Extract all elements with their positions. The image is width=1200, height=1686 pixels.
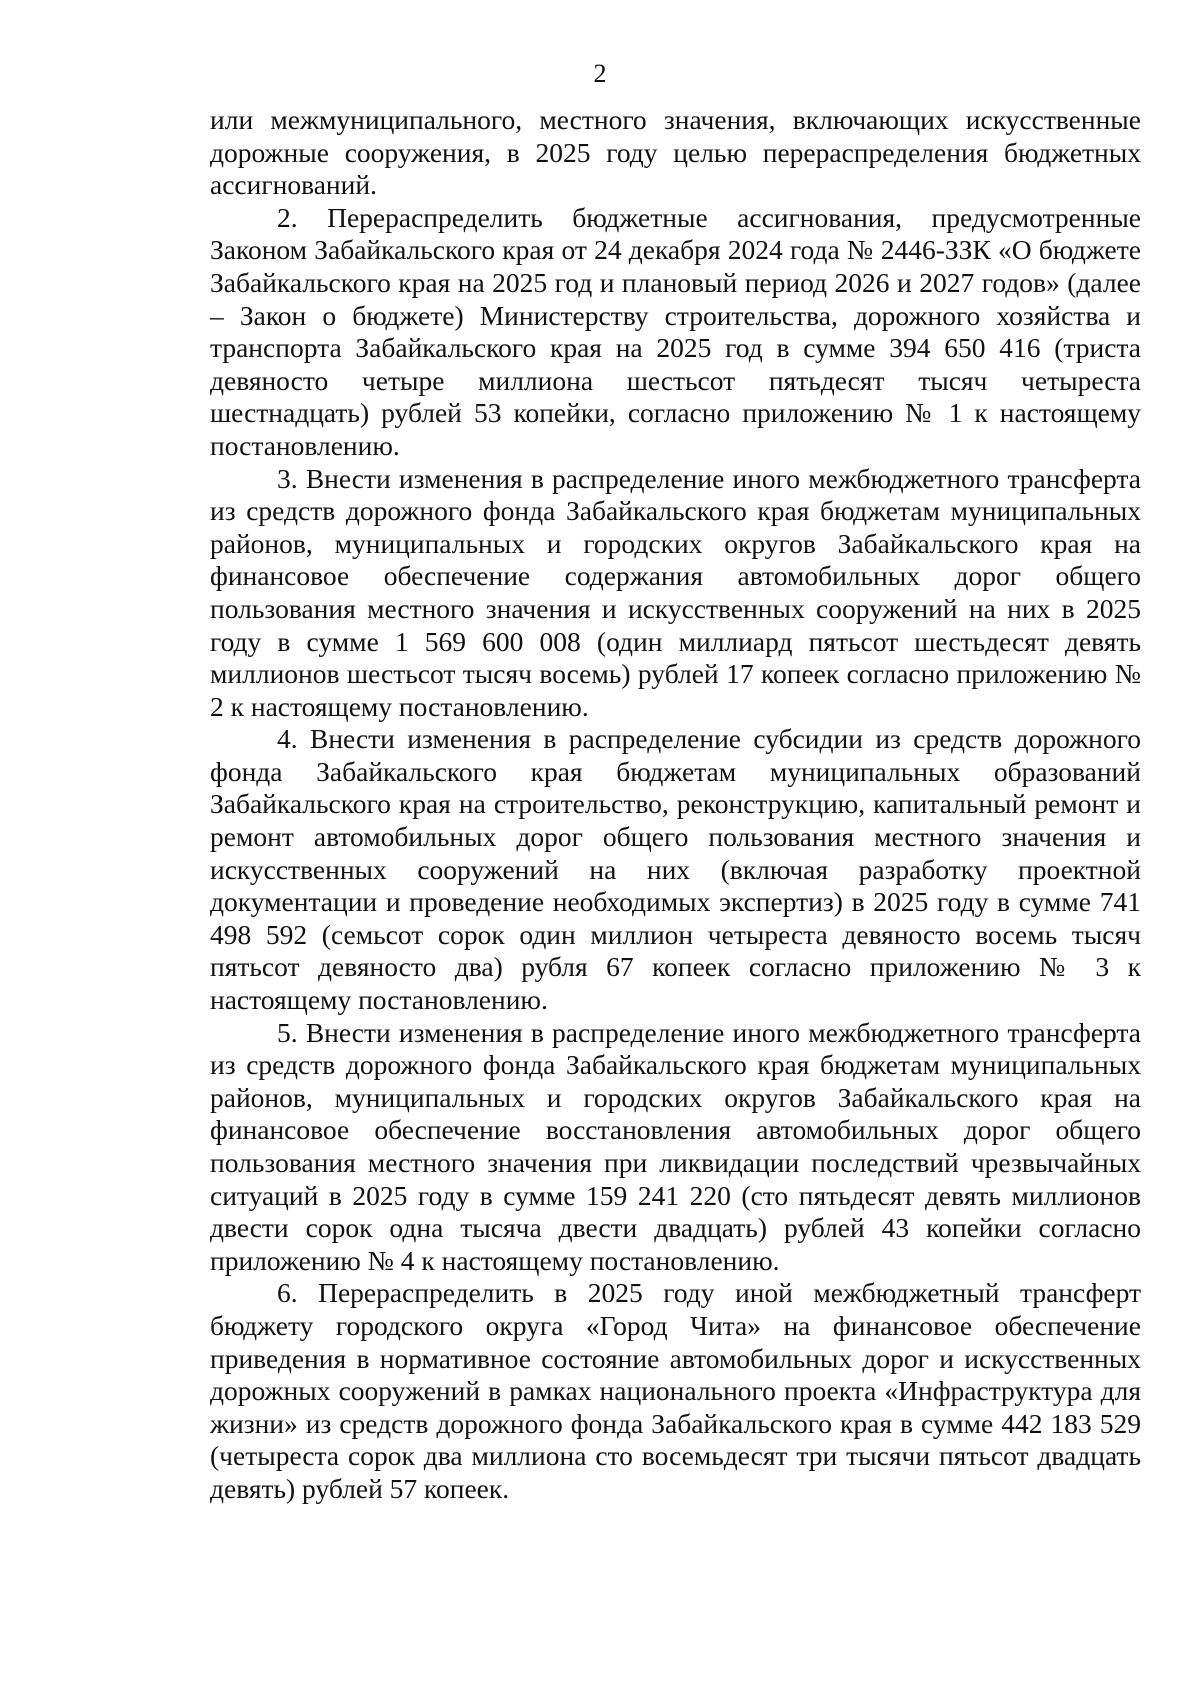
paragraph-item-6: 6. Перераспределить в 2025 году иной межбюджетный трансферт бюджету городского округа «Город Чита» на финансовое обеспечение приведения в нормативное состояние автомобильных дорог и искусственных дорожных сооружений в рамках национального проекта «Инфраструктура для жизни» из средств дорожного фонда Забайкальского края в сумме 442 183 529 (четыреста сорок два миллиона сто восемьдесят три тысячи пятьсот двадцать девять) рублей 57 копеек. [210, 1277, 1141, 1504]
paragraph-item-5: 5. Внести изменения в распределение иного межбюджетного трансферта из средств дорожного фонда Забайкальского края бюджетам муниципальных районов, муниципальных и городских округов Забайкальского края на финансовое обеспечение восстановления автомобильных дорог общего пользования местного значения при ликвидации последствий чрезвычайных ситуаций в 2025 году в сумме 159 241 220 (сто пятьдесят девять миллионов двести сорок одна тысяча двести двадцать) рублей 43 копейки согласно приложению № 4 к настоящему постановлению. [210, 1016, 1141, 1276]
paragraph-continuation: или межмуниципального, местного значения, включающих искусственные дорожные сооружения, в 2025 году целью перераспределения бюджетных ассигнований. [210, 104, 1141, 201]
page-number: 2 [593, 59, 607, 88]
paragraph-item-2: 2. Перераспределить бюджетные ассигнования, предусмотренные Законом Забайкальского края от 24 декабря 2024 года № 2446-ЗЗК «О бюджете Забайкальского края на 2025 год и плановый период 2026 и 2027 годов» (далее – Закон о бюджете) Министерству строительства, дорожного хозяйства и транспорта Забайкальского края на 2025 год в сумме 394 650 416 (триста девяносто четыре миллиона шестьсот пятьдесят тысяч четыреста шестнадцать) рублей 53 копейки, согласно приложению № 1 к настоящему постановлению. [210, 201, 1141, 461]
paragraph-item-3: 3. Внести изменения в распределение иного межбюджетного трансферта из средств дорожного фонда Забайкальского края бюджетам муниципальных районов, муниципальных и городских округов Забайкальского края на финансовое обеспечение содержания автомобильных дорог общего пользования местного значения и искусственных сооружений на них в 2025 году в сумме 1 569 600 008 (один миллиард пятьсот шестьдесят девять миллионов шестьсот тысяч восемь) рублей 17 копеек согласно приложению № 2 к настоящему постановлению. [210, 462, 1141, 722]
document-body [210, 104, 1141, 1506]
paragraph-item-4: 4. Внести изменения в распределение субсидии из средств дорожного фонда Забайкальского края бюджетам муниципальных образований Забайкальского края на строительство, реконструкцию, капитальный ремонт и ремонт автомобильных дорог общего пользования местного значения и искусственных сооружений на них (включая разработку проектной документации и проведение необходимых экспертиз) в 2025 году в сумме 741 498 592 (семьсот сорок один миллион четыреста девяносто восемь тысяч пятьсот девяносто два) рубля 67 копеек согласно приложению № 3 к настоящему постановлению. [210, 723, 1141, 1016]
